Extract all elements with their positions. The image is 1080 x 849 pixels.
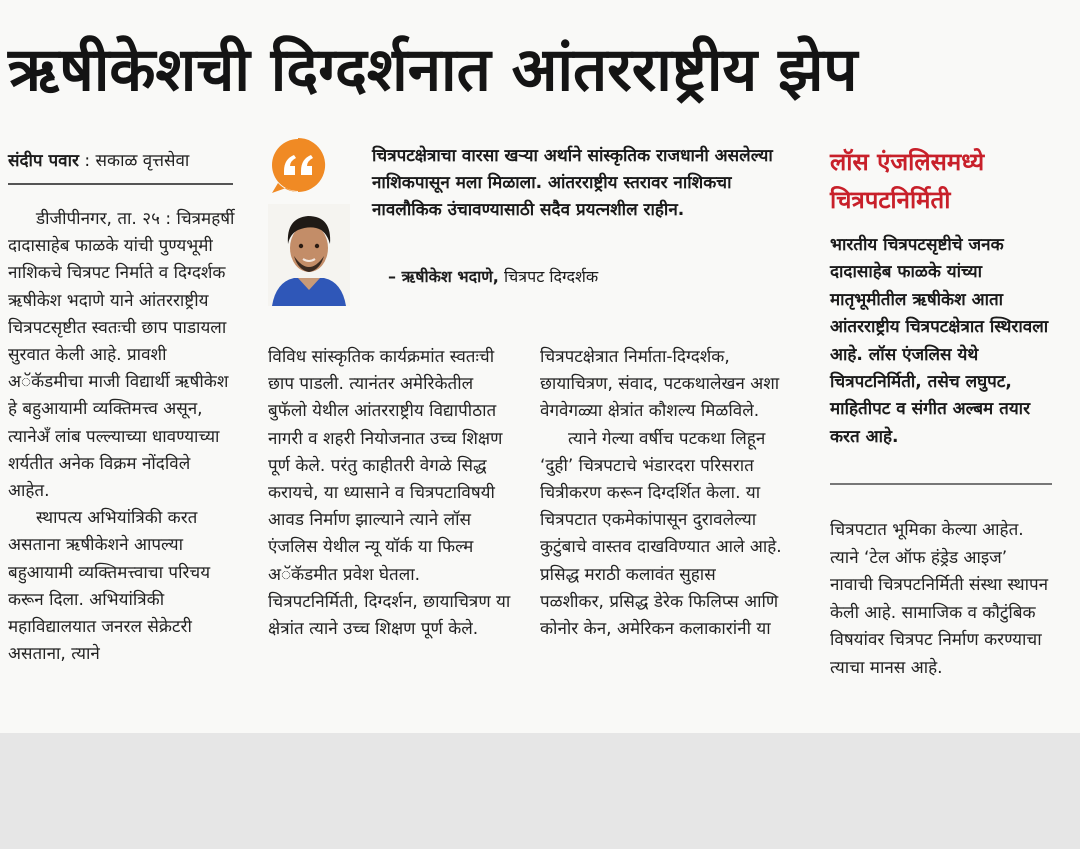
article-column-2: [268, 344, 512, 643]
column1-paragraph-1: डीजीपीनगर, ता. २५ : चित्रमहर्षी दादासाहेब फाळके यांची पुण्यभूमी नाशिकचे चित्रपट निर्माते व दिग्दर्शक ऋषीकेश भदाणे याने आंतरराष्ट्रीय चित्रपटसृष्टीत स्वतःची छाप पाडायला सुरवात केली आहे. प्रावशी अॅकॅडमीचा माजी विद्यार्थी ऋषीकेश हे बहुआयामी व्यक्तिमत्त्व असून, त्यानेअँ लांब पल्ल्याच्या धावण्याच्या शर्यतीत अनेक विक्रम नोंदविले आहेत.: [8, 209, 235, 502]
sidebar-rule: [830, 483, 1052, 485]
author-portrait: [268, 204, 350, 306]
sidebar-title: लॉस एंजलिसमध्ये चित्रपटनिर्मिती: [830, 148, 985, 214]
pull-quote-text: चित्रपटक्षेत्राचा वारसा खऱ्या अर्थाने सांस्कृतिक राजधानी असलेल्या नाशिकपासून मला मिळाला. आंतरराष्ट्रीय स्तरावर नाशिकचा नावलौकिक उंचावण्यासाठी सदैव प्रयत्नशील राहीन.: [372, 146, 773, 220]
byline: [8, 148, 233, 174]
quote-bubble-icon: [268, 135, 328, 195]
quote-attribution-name: – ऋषीकेश भदाणे,: [388, 267, 499, 286]
byline-separator: :: [78, 151, 96, 171]
headline: ऋषीकेशची दिग्दर्शनात आंतरराष्ट्रीय झेप: [8, 35, 858, 105]
byline-source: सकाळ वृत्तसेवा: [95, 151, 190, 171]
column2-paragraph-1: विविध सांस्कृतिक कार्यक्रमांत स्वतःची छाप पाडली. त्यानंतर अमेरिकेतील बुफॅलो येथील आंतरराष्ट्रीय विद्यापीठात नागरी व शहरी नियोजनात उच्च शिक्षण पूर्ण केले. परंतु काहीतरी वेगळे सिद्ध करायचे, या ध्यासाने व चित्रपटाविषयी आवड निर्माण झाल्याने त्याने लॉस एंजलिस येथील न्यू यॉर्क या फिल्म अॅकॅडमीत प्रवेश घेतला. चित्रपटनिर्मिती, दिग्दर्शन, छायाचित्रण या क्षेत्रांत त्याने उच्च शिक्षण पूर्ण केले.: [268, 347, 511, 640]
article-column-1: [8, 206, 236, 668]
article-column-3: [540, 344, 785, 643]
byline-rule: [8, 183, 233, 185]
column3-paragraph-2: त्याने गेल्या वर्षीच पटकथा लिहून ‘दुही’ चित्रपटाचे भंडारदरा परिसरात चित्रीकरण करून दिग्दर्शित केला. या चित्रपटात एकमेकांपासून दुरावलेल्या कुटुंबाचे वास्तव दाखविण्यात आले आहे. प्रसिद्ध मराठी कलावंत सुहास पळशीकर, प्रसिद्ध डेरेक फिलिप्स आणि कोनोर केन, अमेरिकन कलाकारांनी या: [540, 428, 782, 640]
pull-quote-attribution: [388, 265, 808, 289]
quote-attribution-role: चित्रपट दिग्दर्शक: [498, 267, 599, 286]
column1-paragraph-2: स्थापत्य अभियांत्रिकी करत असताना ऋषीकेशने आपल्या बहुआयामी व्यक्तिमत्त्वाचा परिचय करून दिला. अभियांत्रिकी महाविद्यालयात जनरल सेक्रेटरी असताना, त्याने: [8, 508, 211, 665]
byline-author: संदीप पवार: [8, 151, 79, 171]
sidebar-body: चित्रपटात भूमिका केल्या आहेत. त्याने ‘टेल ऑफ हंड्रेड आइज’ नावाची चित्रपटनिर्मिती संस्था स्थापन केली आहे. सामाजिक व कौटुंबिक विषयांवर चित्रपट निर्माण करण्याचा त्याचा मानस आहे.: [830, 520, 1049, 678]
sidebar-summary: भारतीय चित्रपटसृष्टीचे जनक दादासाहेब फाळके यांच्या मातृभूमीतील ऋषीकेश आता आंतरराष्ट्रीय चित्रपटक्षेत्रात स्थिरावला आहे. लॉस एंजलिस येथे चित्रपटनिर्मिती, तसेच लघुपट, माहितीपट व संगीत अल्बम तयार करत आहे.: [830, 235, 1049, 447]
column3-paragraph-1: चित्रपटक्षेत्रात निर्माता-दिग्दर्शक, छायाचित्रण, संवाद, पटकथालेखन अशा वेगवेगळ्या क्षेत्रांत कौशल्य मिळविले.: [540, 347, 780, 422]
